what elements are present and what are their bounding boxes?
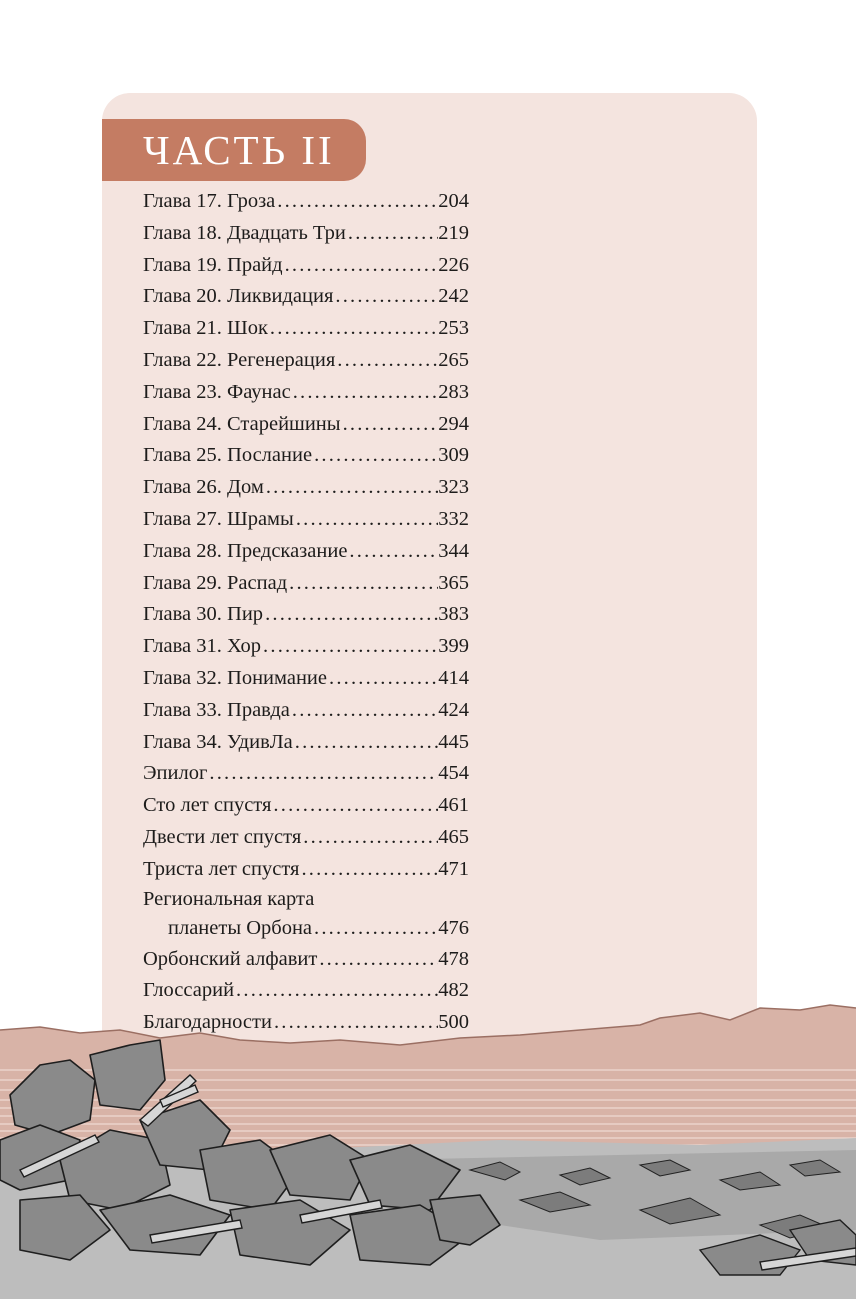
toc-entry[interactable] xyxy=(143,790,469,822)
toc-entry[interactable] xyxy=(143,504,469,536)
toc-entry[interactable] xyxy=(143,822,469,854)
toc-entry-page: 226 xyxy=(438,253,469,276)
toc-entry-page: 476 xyxy=(438,916,469,939)
toc-entry-page: 242 xyxy=(438,285,469,308)
leader-dots xyxy=(271,790,438,822)
toc-entry-title: Благодарности xyxy=(143,1011,272,1034)
leader-dots xyxy=(299,854,438,886)
toc-entry-page: 445 xyxy=(438,730,469,753)
toc-entry-page: 344 xyxy=(438,539,469,562)
toc-entry[interactable] xyxy=(143,472,469,504)
toc-entry-title-line1: Региональная карта xyxy=(143,887,315,910)
part-title: ЧАСТЬ II xyxy=(143,127,335,173)
toc-entry-page: 461 xyxy=(438,794,469,817)
toc-entry-title: Глава 26. Дом xyxy=(143,476,264,499)
leader-dots xyxy=(291,377,439,409)
toc-entry-page: 465 xyxy=(438,825,469,848)
leader-dots xyxy=(268,313,438,345)
leader-dots xyxy=(312,913,438,944)
toc-entry[interactable] xyxy=(143,218,469,250)
toc-entry-page: 454 xyxy=(438,762,469,785)
toc-entry-page: 482 xyxy=(438,979,469,1002)
toc-entry[interactable] xyxy=(143,599,469,631)
toc-entry-title: Сто лет спустя xyxy=(143,794,272,817)
rubble-landscape-illustration xyxy=(0,1000,856,1299)
leader-dots xyxy=(283,250,439,282)
toc-entry[interactable] xyxy=(143,186,469,218)
leader-dots xyxy=(287,568,438,600)
toc-entry[interactable] xyxy=(143,758,469,790)
toc-entry-title: Орбонский алфавит xyxy=(143,947,318,970)
toc-entry-page: 478 xyxy=(438,947,469,970)
leader-dots xyxy=(290,695,438,727)
toc-entry[interactable] xyxy=(143,250,469,282)
leader-dots xyxy=(317,944,438,976)
toc-entry-page: 204 xyxy=(438,190,469,212)
toc-entry[interactable] xyxy=(143,409,469,441)
toc-entry-title: Глава 28. Предсказание xyxy=(143,539,348,562)
leader-dots xyxy=(341,409,439,441)
toc-entry-page: 253 xyxy=(438,317,469,340)
toc-entry-page: 283 xyxy=(438,380,469,403)
toc-entry-page: 294 xyxy=(438,412,469,435)
toc-entry[interactable] xyxy=(143,854,469,886)
toc-entry[interactable] xyxy=(143,944,469,976)
table-of-contents xyxy=(143,186,469,1039)
toc-entry-page: 471 xyxy=(438,857,469,880)
toc-entry-title-line2: планеты Орбона xyxy=(168,916,313,939)
toc-entry-title: Глава 23. Фаунас xyxy=(143,380,291,403)
leader-dots xyxy=(293,727,439,759)
leader-dots xyxy=(327,663,438,695)
toc-entry-title: Глава 30. Пир xyxy=(143,603,264,626)
toc-entry[interactable] xyxy=(143,345,469,377)
toc-entry-title: Глоссарий xyxy=(143,979,235,1002)
toc-entry[interactable] xyxy=(143,695,469,727)
leader-dots xyxy=(312,440,438,472)
toc-entry-title: Глава 22. Регенерация xyxy=(143,348,336,371)
toc-entry-title: Глава 25. Послание xyxy=(143,444,313,467)
toc-entry-page: 265 xyxy=(438,348,469,371)
toc-entry[interactable] xyxy=(143,281,469,313)
toc-entry-page: 424 xyxy=(438,698,469,721)
toc-entry[interactable] xyxy=(143,313,469,345)
toc-entry[interactable] xyxy=(143,568,469,600)
leader-dots xyxy=(264,472,438,504)
toc-entry-title: Глава 24. Старейшины xyxy=(143,412,341,435)
toc-entry-title: Глава 32. Понимание xyxy=(143,666,327,689)
toc-entry-title: Глава 17. Гроза xyxy=(143,190,276,212)
toc-entry-title: Глава 31. Хор xyxy=(143,635,262,658)
toc-entry-map[interactable] xyxy=(143,886,469,944)
leader-dots xyxy=(261,631,438,663)
toc-entry-title: Глава 19. Прайд xyxy=(143,253,283,276)
toc-entry-page: 500 xyxy=(438,1011,469,1034)
toc-entry-page: 414 xyxy=(438,666,469,689)
leader-dots xyxy=(333,281,438,313)
toc-entry[interactable] xyxy=(143,440,469,472)
toc-entry-page: 323 xyxy=(438,476,469,499)
toc-entry-title: Глава 21. Шок xyxy=(143,317,268,340)
leader-dots xyxy=(335,345,438,377)
toc-entry-title: Глава 18. Двадцать Три xyxy=(143,221,346,244)
toc-entry-title: Глава 34. УдивЛа xyxy=(143,730,293,753)
toc-entry-page: 219 xyxy=(438,221,469,244)
toc-entry-page: 399 xyxy=(438,635,469,658)
toc-entry[interactable] xyxy=(143,727,469,759)
toc-entry-page: 383 xyxy=(438,603,469,626)
toc-entry[interactable] xyxy=(143,377,469,409)
toc-entry-page: 309 xyxy=(438,444,469,467)
leader-dots xyxy=(275,186,438,218)
leader-dots xyxy=(301,822,438,854)
leader-dots xyxy=(263,599,438,631)
toc-entry-title: Двести лет спустя xyxy=(143,825,302,848)
leader-dots xyxy=(346,218,438,250)
toc-entry-title: Глава 29. Распад xyxy=(143,571,288,594)
toc-entry-title: Триста лет спустя xyxy=(143,857,300,880)
leader-dots xyxy=(294,504,438,536)
toc-entry-page: 332 xyxy=(438,507,469,530)
leader-dots xyxy=(207,758,438,790)
toc-entry[interactable] xyxy=(143,631,469,663)
toc-entry-title: Глава 27. Шрамы xyxy=(143,507,294,530)
toc-entry-page: 365 xyxy=(438,571,469,594)
toc-entry-title: Глава 20. Ликвидация xyxy=(143,285,334,308)
toc-entry-title: Глава 33. Правда xyxy=(143,698,290,721)
toc-entry[interactable] xyxy=(143,536,469,568)
leader-dots xyxy=(347,536,438,568)
toc-entry[interactable] xyxy=(143,663,469,695)
toc-entry-title: Эпилог xyxy=(143,762,208,785)
